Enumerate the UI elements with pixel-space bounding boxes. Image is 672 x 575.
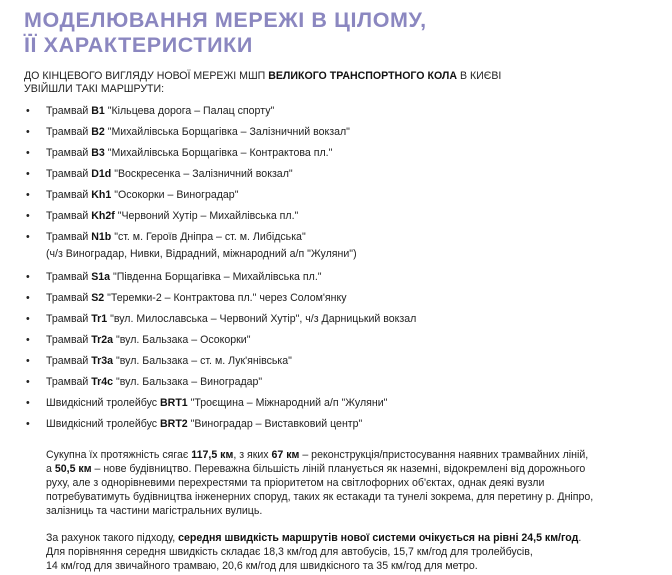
intro-text	[24, 70, 654, 96]
route-item	[24, 167, 654, 188]
route-description: "Троєщина – Міжнародний а/п "Жуляни"	[190, 397, 388, 409]
route-type: Трамвай	[46, 271, 89, 283]
route-code: Kh2f	[91, 210, 115, 222]
route-item	[24, 354, 654, 375]
bullet-icon: •	[26, 147, 30, 159]
route-description: "вул. Бальзака – Виноградар"	[115, 376, 263, 388]
bullet-icon: •	[26, 105, 30, 117]
route-code: B1	[91, 105, 105, 117]
intro-line-1	[24, 70, 654, 83]
title-line-1: МОДЕЛЮВАННЯ МЕРЕЖІ В ЦІЛОМУ,	[24, 8, 427, 32]
bullet-icon: •	[26, 231, 30, 243]
route-type: Швидкісний тролейбус	[46, 418, 158, 430]
route-type: Трамвай	[46, 126, 89, 138]
route-type: Трамвай	[46, 355, 89, 367]
route-item	[24, 396, 654, 417]
paragraph-speed	[24, 531, 646, 573]
route-item	[24, 270, 654, 291]
route-item	[24, 209, 654, 230]
route-type: Трамвай	[46, 376, 89, 388]
intro-after: В КИЄВІ	[457, 70, 502, 82]
route-code: Tr2a	[91, 334, 114, 346]
bullet-icon: •	[26, 418, 30, 430]
page-title	[24, 8, 654, 58]
route-type: Трамвай	[46, 292, 89, 304]
route-item	[24, 188, 654, 209]
route-code: Tr1	[91, 313, 108, 325]
p2-l1-c: .	[578, 532, 582, 544]
route-code: Tr4c	[91, 376, 114, 388]
route-type: Трамвай	[46, 147, 89, 159]
route-description: "ст. м. Героїв Дніпра – ст. м. Либідська"	[114, 231, 306, 243]
p1-l2-a: а	[46, 463, 55, 475]
paragraph-length	[24, 448, 646, 518]
p2-l1-b: середня швидкість маршрутів нової системи очікується на рівні 24,5 км/год	[178, 532, 579, 544]
route-note: (ч/з Виноградар, Нивки, Відрадний, міжнародний а/п "Жуляни")	[46, 248, 357, 260]
route-description: "вул. Бальзака – Осокорки"	[115, 334, 251, 346]
route-type: Швидкісний тролейбус	[46, 397, 158, 409]
route-type: Трамвай	[46, 334, 89, 346]
bullet-icon: •	[26, 376, 30, 388]
route-code: Tr3a	[91, 355, 114, 367]
paragraph2-line-1	[24, 531, 646, 545]
route-description: "Осокорки – Виноградар"	[114, 189, 239, 201]
paragraph1-line-2	[24, 462, 646, 476]
route-code: S2	[91, 292, 105, 304]
intro-before: ДО КІНЦЕВОГО ВИГЛЯДУ НОВОЇ МЕРЕЖІ МШП	[24, 70, 269, 82]
route-description: "Воскресенка – Залізничний вокзал"	[114, 168, 293, 180]
route-type: Трамвай	[46, 313, 89, 325]
route-code: BRT2	[160, 418, 188, 430]
route-code: N1b	[91, 231, 112, 243]
intro-line-2: УВІЙШЛИ ТАКІ МАРШРУТИ:	[24, 83, 165, 95]
route-item	[24, 125, 654, 146]
route-item	[24, 291, 654, 312]
paragraph2-line-2: Для порівняння середня швидкість складає 18,3 км/год для автобусів, 15,7 км/год для тролейбусів,	[46, 546, 533, 558]
route-item	[24, 333, 654, 354]
route-description: "Теремки-2 – Контрактова пл." через Солом'янку	[107, 292, 347, 304]
route-code: B3	[91, 147, 105, 159]
route-description: "вул. Бальзака – ст. м. Лук'янівська"	[115, 355, 292, 367]
bullet-icon: •	[26, 397, 30, 409]
route-item	[24, 312, 654, 333]
route-item	[24, 104, 654, 125]
route-description: "Кільцева дорога – Палац спорту"	[107, 105, 275, 117]
route-code: Kh1	[91, 189, 112, 201]
route-code: B2	[91, 126, 105, 138]
bullet-icon: •	[26, 334, 30, 346]
paragraph1-line-5: залізниць та частини магістральних вулиць.	[46, 505, 263, 517]
bullet-icon: •	[26, 355, 30, 367]
route-item	[24, 230, 654, 270]
p2-l1-a: За рахунок такого підходу,	[46, 532, 179, 544]
route-description: "Червоний Хутір – Михайлівська пл."	[117, 210, 299, 222]
route-description: "Михайлівська Борщагівка – Залізничний вокзал"	[107, 126, 350, 138]
paragraph1-line-4: потребуватимуть будівництва інженерних споруд, таких як естакади та тунелі зокрема, для перетину р. Дніпро,	[46, 491, 594, 503]
bullet-icon: •	[26, 271, 30, 283]
paragraph1-line-1	[24, 448, 646, 462]
paragraph2-line-3: 14 км/год для звичайного трамваю, 20,6 км/год для швидкісного та 35 км/год для метро.	[46, 560, 478, 572]
p1-l1-d: 67 км	[271, 449, 300, 461]
route-type: Трамвай	[46, 189, 89, 201]
route-item	[24, 375, 654, 396]
p1-l1-a: Сукупна їх протяжність сягає	[46, 449, 192, 461]
p1-l1-e: – реконструкція/пристосування наявних трамвайних ліній,	[299, 449, 589, 461]
routes-list	[24, 104, 654, 438]
title-line-2: ЇЇ ХАРАКТЕРИСТИКИ	[24, 33, 253, 57]
route-type: Трамвай	[46, 210, 89, 222]
bullet-icon: •	[26, 292, 30, 304]
bullet-icon: •	[26, 313, 30, 325]
route-code: BRT1	[160, 397, 188, 409]
p1-l2-b: 50,5 км	[54, 463, 92, 475]
route-description: "Виноградар – Виставковий центр"	[190, 418, 363, 430]
route-description: "Південна Борщагівка – Михайлівська пл."	[113, 271, 322, 283]
route-description: "вул. Милославська – Червоний Хутір", ч/з Дарницький вокзал	[110, 313, 417, 325]
bullet-icon: •	[26, 126, 30, 138]
p1-l2-c: – нове будівництво. Переважна більшість ліній планується як наземні, відокремлені від дорожнього	[91, 463, 586, 475]
p1-l1-b: 117,5 км	[191, 449, 234, 461]
route-item	[24, 417, 654, 438]
route-type: Трамвай	[46, 105, 89, 117]
route-code: S1a	[91, 271, 111, 283]
bullet-icon: •	[26, 210, 30, 222]
p1-l1-c: , з яких	[233, 449, 272, 461]
bullet-icon: •	[26, 189, 30, 201]
route-item	[24, 146, 654, 167]
bullet-icon: •	[26, 168, 30, 180]
intro-bold: ВЕЛИКОГО ТРАНСПОРТНОГО КОЛА	[268, 70, 458, 82]
route-type: Трамвай	[46, 168, 89, 180]
route-type: Трамвай	[46, 231, 89, 243]
route-description: "Михайлівська Борщагівка – Контрактова пл."	[107, 147, 333, 159]
paragraph1-line-3: руху, але з однорівневими перехрестями та пріоритетом на світлофорних об'єктах, однак деякі вузли	[46, 477, 545, 489]
route-code: D1d	[91, 168, 112, 180]
